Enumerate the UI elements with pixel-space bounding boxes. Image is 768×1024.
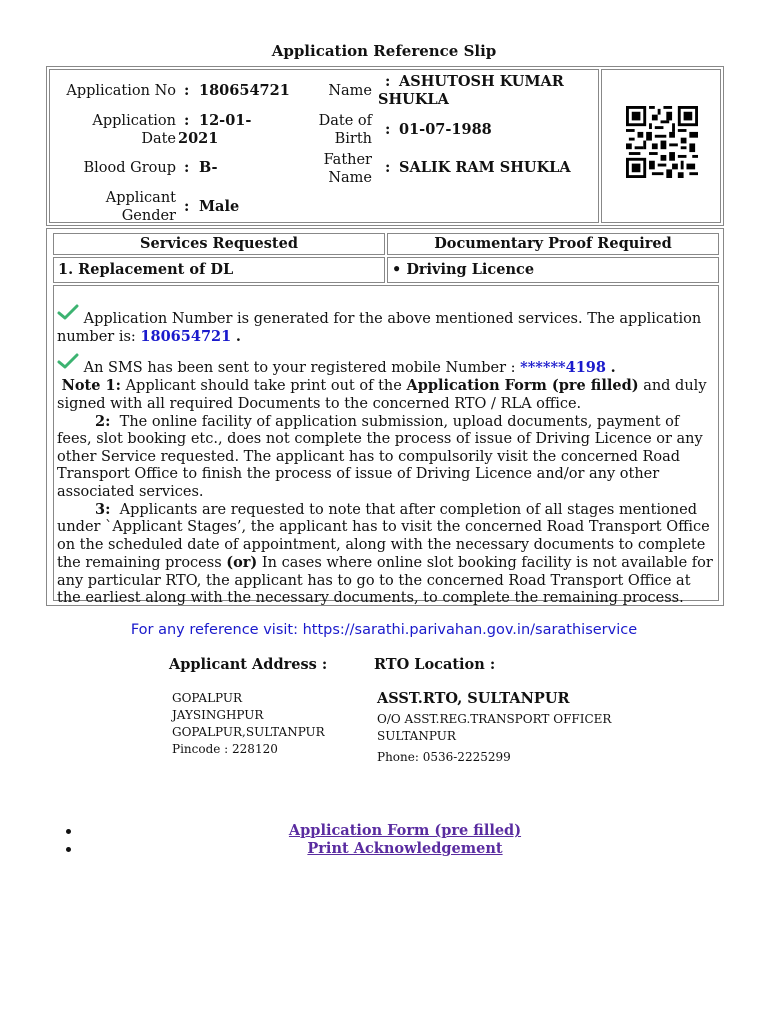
application-no-value: 180654721 <box>199 82 290 99</box>
dob-label-2: Birth <box>334 131 372 147</box>
application-no-label: Application No <box>66 83 176 99</box>
list-item <box>0 822 768 840</box>
applicant-address-heading: Applicant Address : <box>169 656 328 673</box>
print-acknowledgement-link[interactable]: Print Acknowledgement <box>307 840 503 857</box>
colon: : <box>385 121 391 138</box>
address-line-1: GOPALPUR <box>172 691 243 705</box>
colon: : <box>184 82 190 99</box>
applicant-info-box <box>46 66 724 226</box>
colon: : <box>184 198 190 215</box>
notes-text <box>57 304 717 608</box>
colon: : <box>385 73 391 90</box>
colon: : <box>184 112 190 129</box>
qr-code-icon <box>626 106 698 178</box>
notice-application-number: Application Number is generated for the above mentioned services. The application number is: 180654721 . <box>57 304 717 347</box>
services-box <box>46 228 724 606</box>
address-line-3: GOPALPUR,SULTANPUR <box>172 725 325 739</box>
documentary-proof-header: Documentary Proof Required <box>387 233 719 255</box>
dob-value: 01-07-1988 <box>399 121 492 138</box>
father-name-label-1: Father <box>323 152 372 168</box>
name-label: Name <box>328 83 372 99</box>
note-2: 2: The online facility of application submission, upload documents, payment of fees, slot booking etc., does not complete the process of issue of Driving Licence or any other Service requested. The applicant has to compulsorily visit the concerned Road Transport Office to finish the process of issue of Driving Licence and/or any other associated services. <box>57 413 703 500</box>
rto-line-2: SULTANPUR <box>377 729 456 743</box>
proof-item: • Driving Licence <box>387 257 719 283</box>
qr-code-cell <box>601 69 721 223</box>
blood-group-label: Blood Group <box>83 160 176 176</box>
application-number-highlight: 180654721 <box>140 328 232 346</box>
rto-location-heading: RTO Location : <box>374 656 496 673</box>
colon: : <box>184 159 190 176</box>
notes-cell <box>53 285 719 607</box>
note-3: 3: Applicants are requested to note that after completion of all stages mentioned under `Applicant Stages’, the applicant has to visit the concerned Road Transport Office on the scheduled date of appointment, along with the necessary documents to complete the remaining process (or) In cases where online slot booking facility is not available for any particular RTO, the applicant has to go to the concerned Road Transport Office at the earliest along with the necessary documents, to complete the remaining process. <box>57 501 713 607</box>
address-line-2: JAYSINGHPUR <box>172 708 264 722</box>
mobile-number-highlight: ******4198 <box>520 358 606 376</box>
note-1: Note 1: Applicant should take print out of the Application Form (pre filled) and duly signed with all required Documents to the concerned RTO / RLA office. <box>57 377 707 412</box>
service-item: 1. Replacement of DL <box>53 257 385 283</box>
dob-label-1: Date of <box>318 113 372 129</box>
page-title: Application Reference Slip <box>271 42 497 60</box>
father-name-value: SALIK RAM SHUKLA <box>399 159 571 176</box>
name-value-line2: SHUKLA <box>378 91 449 108</box>
action-links <box>0 822 768 858</box>
application-date-value-2: 2021 <box>178 130 219 147</box>
services-requested-header: Services Requested <box>53 233 385 255</box>
blood-group-value: B- <box>199 159 218 176</box>
checkmark-icon <box>57 304 79 320</box>
list-item <box>0 840 768 858</box>
application-date-value-1: 12-01- <box>199 112 252 129</box>
rto-line-1: O/O ASST.REG.TRANSPORT OFFICER <box>377 712 612 726</box>
checkmark-icon <box>57 353 79 369</box>
application-form-link[interactable]: Application Form (pre filled) <box>288 822 522 839</box>
application-date-label-1: Application <box>92 113 176 129</box>
gender-label-2: Gender <box>121 208 176 224</box>
rto-name: ASST.RTO, SULTANPUR <box>377 690 570 707</box>
notice-sms: An SMS has been sent to your registered mobile Number : ******4198 . <box>57 353 717 377</box>
reference-url-text: For any reference visit: https://sarathi.parivahan.gov.in/sarathiservice <box>130 622 638 638</box>
address-pincode: Pincode : 228120 <box>172 742 278 756</box>
gender-value: Male <box>199 198 240 215</box>
applicant-details <box>49 69 599 223</box>
rto-phone: Phone: 0536-2225299 <box>377 750 511 764</box>
gender-label-1: Applicant <box>105 190 176 206</box>
father-name-label-2: Name <box>328 170 372 186</box>
application-date-label-2: Date <box>141 131 176 147</box>
name-value-line1: ASHUTOSH KUMAR <box>399 73 564 90</box>
colon: : <box>385 159 391 176</box>
